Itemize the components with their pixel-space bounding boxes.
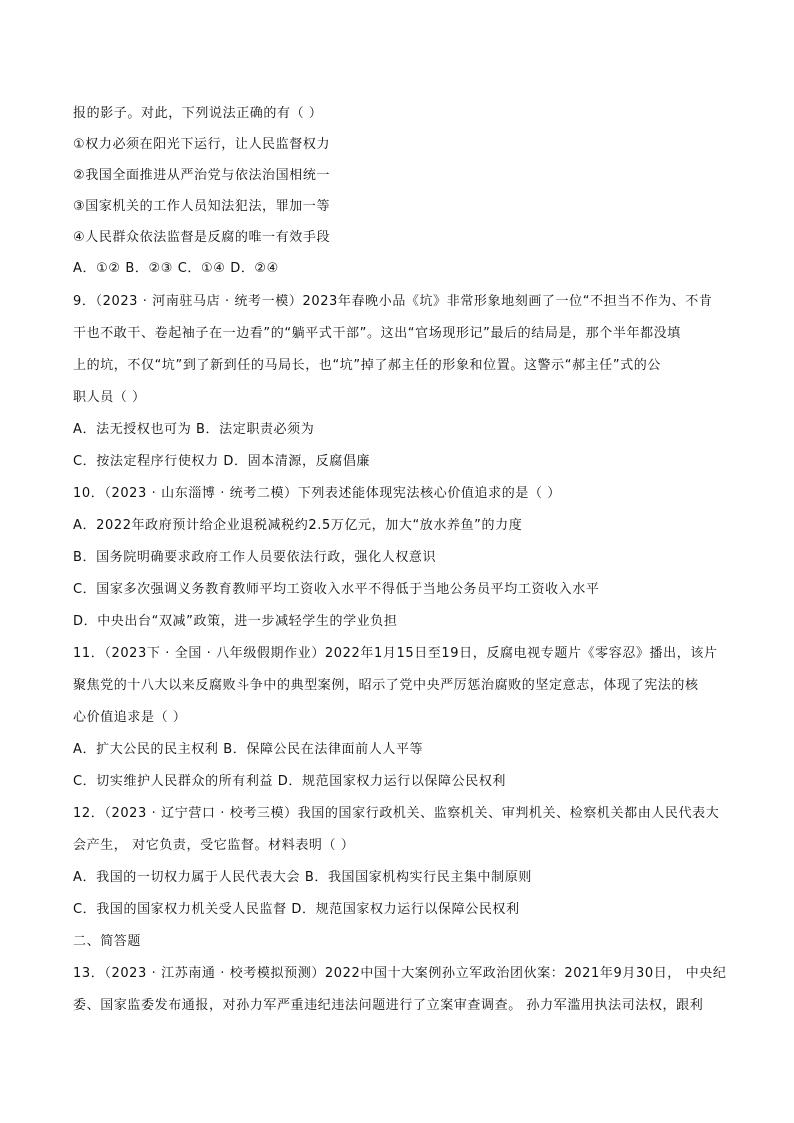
option-line: ④人民群众依法监督是反腐的唯一有效手段: [73, 230, 331, 245]
question-9: 9．（2023 · 河南驻马店 · 统考一模）2023年春晚小品《坑》非常形象地刻画了一位“不担当不作为、不肯: [73, 294, 713, 309]
answer-choices: C．按法定程序行使权力 D．固本清源，反腐倡廉: [73, 454, 371, 469]
answer-choices: C．我国的国家权力机关受人民监督 D．规范国家权力运行以保障公民权利: [73, 902, 520, 917]
section-heading: 二、简答题: [73, 934, 142, 949]
text-line: 聚焦党的十八大以来反腐败斗争中的典型案例，昭示了党中央严厉惩治腐败的坚定意志，体现了宪法的核: [73, 678, 699, 693]
option-line: C．国家多次强调义务教育教师平均工资收入水平不得低于当地公务员平均工资收入水平: [73, 582, 600, 597]
option-line: ①权力必须在阳光下运行，让人民监督权力: [73, 137, 331, 152]
question-13: 13．（2023 · 江苏南通 · 校考模拟预测）2022中国十大案例孙立军政治团伙案：2021年9月30日， 中央纪: [73, 966, 727, 981]
question-10: 10．（2023 · 山东淄博 · 统考二模）下列表述能体现宪法核心价值追求的是（ ）: [73, 486, 561, 501]
answer-choices: A．①② B．②③ C．①④ D．②④: [73, 261, 279, 276]
option-line: ②我国全面推进从严治党与依法治国相统一: [73, 168, 331, 183]
answer-choices: A．扩大公民的民主权利 B．保障公民在法律面前人人平等: [73, 742, 424, 757]
question-12: 12．（2023 · 辽宁营口 · 校考三模）我国的国家行政机关、监察机关、审判机关、检察机关都由人民代表大: [73, 806, 720, 821]
text-line: 上的坑，不仅“坑”到了新到任的马局长，也“坑”掉了郝主任的形象和位置。这警示“郝主任”式的公: [73, 358, 662, 373]
option-line: B．国务院明确要求政府工作人员要依法行政，强化人权意识: [73, 550, 437, 565]
text-line: 心价值追求是（ ）: [73, 710, 187, 725]
option-line: A．2022年政府预计给企业退税减税约2.5万亿元，加大“放水养鱼”的力度: [73, 518, 523, 533]
text-line: 干也不敢干、卷起袖子在一边看”的“躺平式干部”。这出“官场现形记”最后的结局是，那个半年都没填: [73, 326, 681, 341]
text-line: 委、国家监委发布通报，对孙力军严重违纪违法问题进行了立案审查调查。 孙力军滥用执法司法权，跟利: [73, 998, 704, 1013]
answer-choices: A．法无授权也可为 B．法定职责必须为: [73, 422, 315, 437]
answer-choices: A．我国的一切权力属于人民代表大会 B．我国国家机构实行民主集中制原则: [73, 870, 532, 885]
answer-choices: C．切实维护人民群众的所有利益 D．规范国家权力运行以保障公民权利: [73, 774, 507, 789]
text-line: 会产生， 对它负责，受它监督。材料表明（ ）: [73, 838, 355, 853]
text-line: 职人员（ ）: [73, 390, 146, 405]
option-line: ③国家机关的工作人员知法犯法，罪加一等: [73, 199, 331, 214]
option-line: D．中央出台“双减”政策，进一步减轻学生的学业负担: [73, 614, 398, 629]
text-line: 报的影子。对此，下列说法正确的有（ ）: [73, 106, 323, 121]
question-11: 11．（2023下 · 全国 · 八年级假期作业）2022年1月15日至19日，反腐电视专题片《零容忍》播出，该片: [73, 646, 718, 661]
